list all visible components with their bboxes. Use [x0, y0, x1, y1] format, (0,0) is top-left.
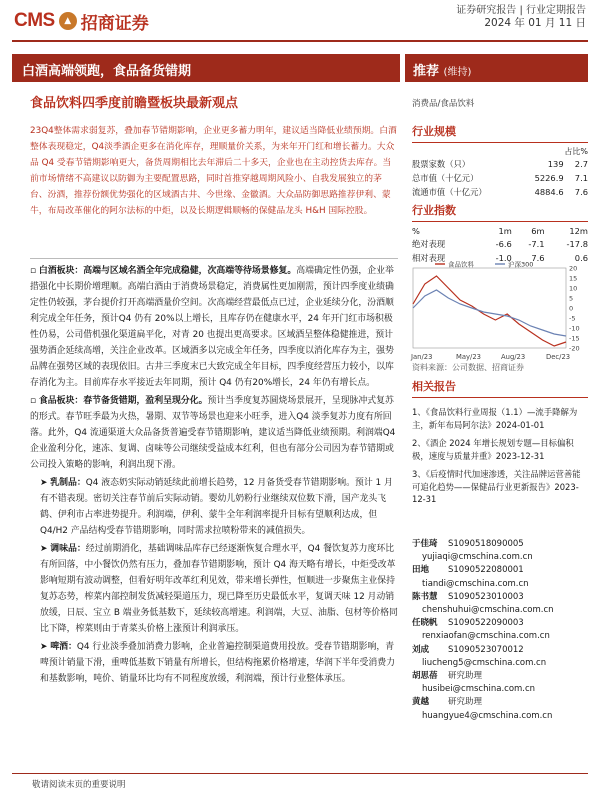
header-meta: [346, 4, 586, 30]
analyst-email[interactable]: huangyue4@cmschina.com.cn: [422, 710, 553, 721]
analyst-id: S1090523010003: [448, 591, 524, 602]
market-scale-table: [412, 157, 588, 199]
analyst-email[interactable]: liucheng5@cmschina.com.cn: [422, 657, 547, 668]
x-tick-label: Jan/23: [411, 353, 433, 361]
report-type: 证券研究报告 | 行业定期报告: [456, 5, 586, 16]
summary-paragraph: 23Q4整体需求弱复苏，叠加春节错期影响，企业更多蓄力明年，建议适当降低业绩预期。白酒整体表现稳定，Q4淡季酒企更多在消化库存，理顺量价关系，为来年开门红和增长蓄力。大众品 Q4 受春节错期影响更大，备货周期相比去年滞后二十多天，企业也在主动控货去库存。当前市场情绪不高建议以防御为主要配置思路，同时首推穿越周期风险小、自我发展独立的茅台、汾酒，推荐份额优势强化的区域酒古井、今世缘、金徽酒。大众品防御思路推荐伊利、蒙牛，布局改革催化的阿尔法标的中炬，以及长期逻辑顺畅的保健品龙头 H&H 国际控股。: [30, 126, 397, 216]
analyst-line: [412, 564, 588, 577]
analyst-entry: [412, 670, 588, 696]
analyst-email[interactable]: husibei@cmschina.com.cn: [422, 684, 536, 695]
analyst-name: 于佳琦: [412, 539, 438, 549]
analyst-id: S1090522090003: [448, 618, 524, 629]
sub-dairy: [30, 475, 400, 539]
analyst-id: 研究助理: [448, 697, 483, 708]
row-pct: 7.6: [574, 187, 588, 197]
analyst-id: S1090518090005: [448, 539, 524, 549]
analyst-name: 黄越: [412, 697, 430, 708]
analyst-line: [412, 538, 588, 551]
index-header-cell: 6m: [531, 226, 545, 236]
analyst-name: 陈书慧: [412, 591, 438, 602]
footer-note: 敬请阅读末页的重要说明: [32, 780, 126, 790]
sub-body: Q4 行业淡季叠加消费力影响，企业普遍控制渠道费用投放。受春节错期影响，青啤预计销量下滑，重啤低基数下销量有所增长，但结构拖累价格增速，华润下半年受消费力和基数影响，吨价、销量环比均有不同程度放缓，利润端，预计行业整体承压。: [40, 642, 395, 684]
analyst-entry: [412, 644, 588, 670]
index-row: [412, 237, 588, 251]
analyst-line: [412, 644, 588, 657]
related-title: 相关报告: [412, 378, 588, 398]
row-value: 4884.6: [534, 187, 564, 197]
sub-body: Q4 液态奶实际动销延续此前增长趋势，12 月备货受春节错期影响。预计 1 月有不错表现。密切关注春节前后实际动销。婴幼儿奶粉行业继续双位数下滑，国产龙头飞鹤、伊利市占率进势提升。利润端，伊利、蒙牛全年利润率提升目标有望顺利达成，但 Q4/H2 产品结构受春节错期影响，同时需求拉喷粉带来的减值损失。: [40, 478, 393, 536]
analyst-line: [412, 696, 588, 709]
market-scale-row: [412, 171, 588, 185]
index-row-label: 绝对表现: [412, 239, 446, 249]
industry-index-section: [412, 202, 588, 265]
analyst-id: S1090523070012: [448, 644, 524, 655]
analysts-section: [412, 538, 588, 723]
analyst-email[interactable]: tiandi@cmschina.com.cn: [422, 578, 529, 589]
logo-badge-icon: ▲: [59, 12, 77, 30]
related-report-item[interactable]: 2、《酒企 2024 年增长规划专题—目标偏积极，速度与质量并重》2023-12-31: [412, 438, 574, 461]
chart-source: 资料来源：公司数据、招商证券: [412, 363, 524, 372]
analyst-line: [412, 591, 588, 604]
index-cell: -1.0: [495, 253, 512, 263]
bullet-body: 预计当季度复苏圆烧场景展开，呈现脉冲式复苏的形式。春节旺季最为火热，暑期、双节等场景也迎来小旺季，进入Q4 淡季复苏力度有所回落。此外，Q4 流通渠道大众品备货普遍受春节错期影响，建议适当降低业绩预期。利润端Q4 企业盈利分化，速冻、复调、卤味等公司继续受益成本红利，但也有部分公司因为春节错期或公司投入策略的影响，利润出现下滑。: [30, 396, 396, 470]
bullet-head: 食品板块：春节备货错期，盈利呈现分化。: [38, 396, 208, 406]
related-report-item[interactable]: 3、《后疫情时代加速渗透，关注品牌运营善能可追化趋势——保健品行业更新报告》2023-12-31: [412, 469, 581, 504]
industry-label: 消费品/食品饮料: [412, 99, 475, 109]
logo-name-text: 招商证券: [80, 13, 149, 34]
x-tick-label: Dec/23: [546, 353, 571, 361]
summary-divider: [30, 258, 398, 259]
rating-note: (维持): [443, 67, 472, 78]
row-value: 139: [547, 159, 564, 169]
rating-banner: [405, 54, 588, 82]
bullet-baijiu: [30, 263, 400, 391]
row-label: 流通市值（十亿元）: [412, 187, 487, 197]
y-tick-label: 10: [569, 284, 578, 293]
sub-head: 啤酒：: [50, 642, 77, 652]
analyst-email[interactable]: chenshuhui@cmschina.com.cn: [422, 605, 554, 616]
analyst-entry: [412, 538, 588, 564]
analyst-name: 田地: [412, 565, 430, 576]
bullet-square-icon: ▫: [30, 396, 39, 406]
plot-frame: [413, 268, 566, 348]
x-tick-label: Aug/23: [501, 353, 526, 361]
index-cell: 0.6: [574, 253, 588, 263]
y-tick-label: 0: [569, 304, 574, 313]
y-tick-label: -15: [569, 334, 580, 343]
index-cell: -17.8: [566, 239, 588, 249]
arrow-icon: ➤: [40, 478, 51, 488]
report-subtitle: 食品饮料四季度前瞻暨板块最新观点: [30, 96, 239, 111]
arrow-icon: ➤: [40, 642, 51, 652]
index-header-row: [412, 225, 588, 237]
analyst-name: 任晓帆: [412, 618, 438, 629]
index-header-cell: 1m: [498, 226, 512, 236]
series-line: [413, 290, 566, 336]
report-date: 2024 年 01 月 11 日: [484, 17, 586, 29]
pct-header: 占比%: [564, 147, 588, 156]
legend-label: 食品饮料: [448, 260, 474, 269]
report-banner: [12, 54, 400, 82]
market-scale-row: [412, 185, 588, 199]
row-value: 5226.9: [534, 173, 564, 183]
related-section: [412, 378, 588, 512]
body-content: [30, 263, 400, 687]
analyst-line: [412, 617, 588, 630]
index-header-cell: 12m: [569, 226, 588, 236]
analyst-entry: [412, 617, 588, 643]
analyst-email[interactable]: yujiaqi@cmschina.com.cn: [422, 552, 533, 563]
performance-chart: [405, 258, 588, 362]
industry-index-title: 行业指数: [412, 202, 588, 222]
sub-seasoning: [30, 541, 400, 637]
related-list: [412, 406, 588, 506]
x-tick-label: May/23: [456, 353, 481, 361]
sub-head: 乳制品：: [50, 478, 86, 488]
bullet-square-icon: ▫: [30, 266, 39, 276]
bullet-head: 白酒板块：高端与区域名酒全年完成稳健，次高端等待场景修复。: [38, 266, 297, 276]
sub-beer: [30, 639, 400, 687]
legend-label: 沪深300: [508, 260, 534, 269]
sub-body: 经过前期消化，基础调味品库存已经逐渐恢复合理水平，Q4 餐饮复苏力度环比有所回落，中小餐饮仍然有压力，叠加春节错期影响，预计 Q4 海天略有增长，中炬受改革影响短期有波动调整，但看好明年改革红利见效，带来增长弹性，恒顺进一步聚焦主业保持复苏态势，榨菜内部控制发货减轻渠道压力，现已降至历史最低水平，复调天味 12 月动销放缓，日辰、宝立 B 端业务低基数下，延续较高增速。利润端，大豆、油脂、包材等价格同比下降，榨菜则由于青菜头价格上涨预计利润承压。: [40, 544, 398, 634]
index-cell: -6.6: [495, 239, 512, 249]
row-label: 股票家数（只）: [412, 159, 471, 169]
market-scale-title: 行业规模: [412, 123, 588, 143]
company-logo: [14, 6, 210, 36]
bullet-food: [30, 393, 400, 473]
bullet-body: 高端确定性仍强，企业举措强化中长期价增理顺。高端白酒由于消费场景稳定，消费属性更加刚需，预计四季度业绩确定性仍较强，茅台提价打开高端酒量价空间。次高端经营最低点已过，企业延续分化，汾酒顺利完成全年任务，预计Q4 仍有 20%以上增长，且库存仍在健康水平，24 年开门红市场积极性仍易，公司借机强化渠道扁平化，对青 20 也提出更高要求。区域酒呈整体稳健推进，预计强势酒企延续高增，关注企业改革。区域酒多以完成全年任务，四季度以消化库存为主，强势品牌在强势区域的表现依旧。古井三季度末已大致完成全年目标，四季度经营压力较小，以库存消化为主。目前库存水平接近去年同期，预计 Q4 仍有20%增长，24 年仍有增长点。: [30, 266, 394, 388]
rating-value: 推荐: [413, 64, 440, 79]
analyst-entry: [412, 564, 588, 590]
y-tick-label: 15: [569, 274, 578, 283]
index-cell: -7.1: [528, 239, 545, 249]
analyst-name: 刘成: [412, 644, 430, 655]
analyst-email[interactable]: renxiaofan@cmschina.com.cn: [422, 631, 550, 642]
analyst-id: 研究助理: [448, 671, 483, 682]
analyst-name: 胡思蓓: [412, 671, 438, 682]
y-tick-label: -10: [569, 324, 580, 333]
report-title: 白酒高端领跑，食品备货错期: [22, 64, 192, 79]
row-pct: 7.1: [574, 173, 588, 183]
row-label: 总市值（十亿元）: [412, 173, 479, 183]
header-divider: [12, 40, 588, 42]
series-line: [413, 276, 566, 346]
analyst-line: [412, 670, 588, 683]
arrow-icon: ➤: [40, 544, 51, 554]
sub-head: 调味品：: [50, 544, 86, 554]
analyst-entry: [412, 696, 588, 722]
row-pct: 2.7: [574, 159, 588, 169]
market-scale-section: [412, 123, 588, 199]
related-report-item[interactable]: 1、《食品饮料行业周报（1.1）—流手降解为主，新年布局阿尔法》2024-01-01: [412, 407, 578, 430]
index-row-label: 相对表现: [412, 253, 446, 263]
analyst-entry: [412, 591, 588, 617]
y-tick-label: 5: [569, 294, 574, 303]
y-tick-label: -5: [569, 314, 576, 323]
index-header-cell: %: [412, 226, 420, 236]
index-cell: 7.6: [531, 253, 545, 263]
footer-divider: [12, 773, 588, 774]
y-tick-label: 20: [569, 264, 578, 273]
analyst-id: S1090522080001: [448, 565, 524, 576]
logo-cms-text: CMS: [14, 10, 55, 31]
market-scale-row: [412, 157, 588, 171]
y-tick-label: -20: [569, 344, 580, 353]
